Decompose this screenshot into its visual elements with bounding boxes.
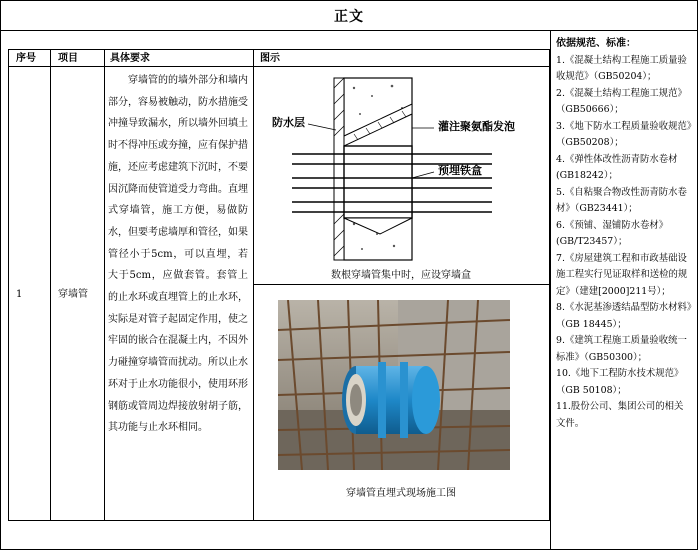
row-item: 穿墙管 [58,289,88,300]
label-foam-fill: 灌注聚氨酯发泡 [438,120,515,133]
site-photo [278,300,510,470]
col-header-item: 项目 [58,53,78,64]
col-header-requirement: 具体要求 [110,53,150,64]
figure2-caption: 穿墙管直埋式现场施工图 [346,488,456,499]
reference-item: 7.《房屋建筑工程和市政基础设施工程实行见证取样和送检的规定》（建建[2000]211号）； [556,252,688,297]
figure-split-line [253,284,549,285]
reference-item: 3.《地下防水工程质量验收规范》（GB50208）； [556,120,692,148]
reference-item: 4.《弹性体改性沥青防水卷材(GB18242）； [556,153,678,181]
label-embedded-box: 预埋铁盒 [438,164,482,177]
title-row [0,0,698,31]
references-heading: 依据规范、标准： [556,38,636,49]
col-header-index: 序号 [16,53,36,64]
reference-item: 11.股份公司、集团公司的相关文件。 [556,401,684,429]
col-header-figure: 图示 [260,53,280,64]
references-panel [556,36,692,432]
row-index: 1 [16,289,23,300]
reference-item: 2.《混凝土结构工程施工规范》（GB50666）； [556,87,687,115]
table-header-line [8,66,550,67]
reference-item: 1.《混凝土结构工程施工质量验收规范》（GB50204）； [556,54,687,82]
diagram-svg [262,74,542,264]
row-requirement: 穿墙管的的墙外部分和墙内部分，容易被触动，防水措施受冲撞导致漏水，所以墙外回填土时不得冲压或夯撞，应有保护措施，还应考虑建筑下沉时，不要因沉降而使管道受力弯曲。直埋式穿墙管，施工方便，易做防水，但要考虑墙厚和管径，如果管径小于5cm，可以直埋，若大于5cm，应做套管。套管上的止水环或直埋管上的止水环，实际是对管子起固定作用，使之牢固的嵌合在混凝土内，不因外力碰撞穿墙管而扰动。所以止水环对于止水功能很小，使用环形钢筋或管周边焊接放射胡子筋，其功能与止水环相同。 [108,75,248,434]
reference-item: 9.《建筑工程施工质量验收统一标准》（GB50300）； [556,335,687,363]
label-waterproof-layer: 防水层 [272,116,305,129]
reference-item: 8.《水泥基渗透结晶型防水材料》（GB 18445）； [556,302,692,330]
reference-item: 6.《预铺、湿铺防水卷材》(GB/T23457）； [556,219,669,247]
reference-item: 10.《地下工程防水技术规范》（GB 50108）； [556,368,684,396]
col-line-1 [50,49,51,520]
figure1-caption: 数根穿墙管集中时，应设穿墙盒 [331,270,471,281]
site-photo-svg [278,300,510,470]
page-title: 正文 [334,9,364,25]
right-divider [550,30,551,550]
reference-item: 5.《自粘聚合物改性沥青防水卷材》（GB23441）； [556,186,687,214]
col-line-2 [104,49,105,520]
wall-pipe-diagram [262,74,542,264]
